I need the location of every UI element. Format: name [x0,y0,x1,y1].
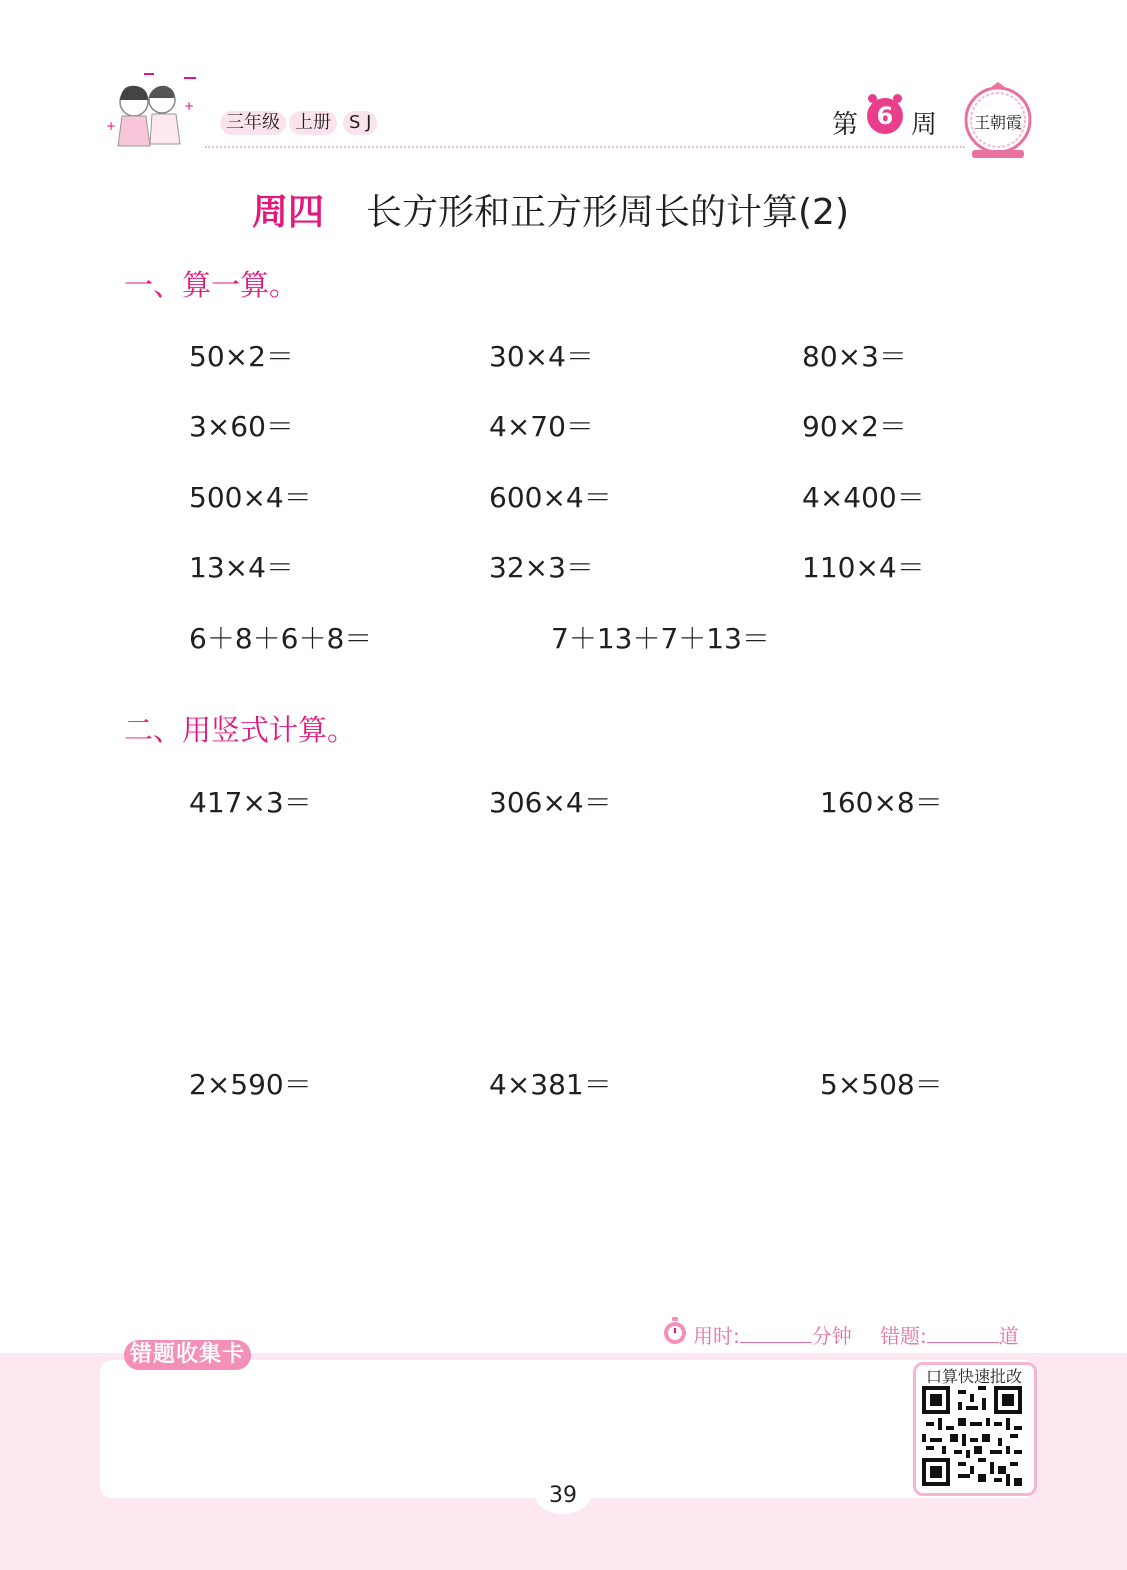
qr-label: 口算快速批改 [926,1367,1023,1386]
logo-text: 王朝霞 [973,113,1023,132]
week-number-badge: 6 [867,98,903,134]
qr-code-icon[interactable] [922,1386,1022,1486]
title-day: 周四 [252,192,325,233]
problem: 6＋8＋6＋8＝ [189,622,373,655]
problem: 80×3＝ [802,340,907,373]
grade-label: 三年级 [220,111,286,135]
problem: 600×4＝ [489,481,612,514]
svg-text:+: + [106,119,117,133]
problem: 500×4＝ [189,481,312,514]
errors-stat [880,1320,1019,1349]
header-divider [205,146,965,148]
section-2-heading: 二、用竖式计算。 [124,713,357,747]
time-stat [693,1320,852,1349]
problem: 13×4＝ [189,551,294,584]
errors-unit: 道 [998,1324,1019,1348]
problem: 417×3＝ [189,786,312,819]
card-title: 错题收集卡 [124,1340,251,1370]
problem: 110×4＝ [802,551,925,584]
stopwatch-icon [661,1316,689,1346]
kids-illustration [104,70,204,156]
week-prefix: 第 [832,110,859,140]
problem: 160×8＝ [820,786,943,819]
problem: 30×4＝ [489,340,594,373]
time-unit: 分钟 [811,1324,852,1348]
svg-text:+: + [184,99,195,113]
section-1-heading: 一、算一算。 [124,268,299,302]
volume-label: 上册 [289,111,337,135]
problem: 2×590＝ [189,1068,312,1101]
problem: 50×2＝ [189,340,294,373]
problem: 4×400＝ [802,481,925,514]
problem: 3×60＝ [189,410,294,443]
problem: 7＋13＋7＋13＝ [551,622,770,655]
problem: 90×2＝ [802,410,907,443]
page-title: 长方形和正方形周长的计算(2) [366,192,849,233]
time-blank[interactable] [740,1324,812,1343]
errors-label: 错题: [880,1324,927,1348]
problem: 5×508＝ [820,1068,943,1101]
time-label: 用时: [693,1324,740,1348]
problem: 4×381＝ [489,1068,612,1101]
page-number: 39 [534,1470,592,1514]
week-suffix: 周 [911,110,938,140]
problem: 4×70＝ [489,410,594,443]
problem: 32×3＝ [489,551,594,584]
edition-label: S J [343,111,377,135]
brand-logo [962,80,1034,160]
problem: 306×4＝ [489,786,612,819]
errors-blank[interactable] [927,1324,999,1343]
